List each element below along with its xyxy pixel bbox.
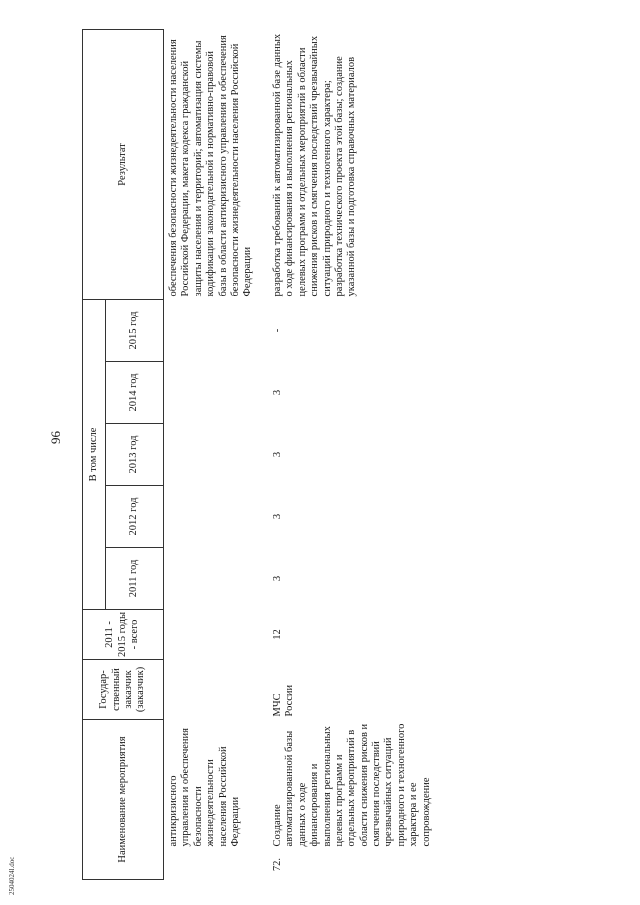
row-year-2013 [164, 423, 265, 485]
row-customer: МЧС России [272, 684, 296, 717]
measures-table [82, 29, 437, 880]
row-year-2014 [164, 361, 265, 423]
header-result: Результат [83, 29, 164, 299]
row-number [164, 850, 265, 880]
page-number: 96 [48, 431, 63, 444]
table-row [264, 29, 437, 879]
row-year-2012: 3 [272, 513, 283, 520]
row-number: 72. [272, 857, 283, 872]
row-total [164, 609, 265, 659]
footer-document-code: 2504024l.doc [8, 856, 16, 895]
row-year-2015 [164, 299, 265, 361]
row-year-2015: - [272, 328, 283, 333]
row-result: обеспечения безопасности жизнедеятельности населения Российской Федерации, макета кодекса гражданской защиты населения и территорий; автоматизация системы кодификации законодательной и нормативно-правовой базы в области антикризисного управления и обеспечения безопасности жизнедеятельности населения Российской Федерации [168, 35, 254, 297]
row-year-2013: 3 [272, 451, 283, 458]
row-result: разработка требований к автоматизированной базе данных о ходе финансирования и выполнения региональных целевых программ и отдельных мероприятий в области снижения рисков и смягчения последствий чрезвычайных ситуаций природного и техногенного характера; разработка технического проекта этой базы; создание указанной базы и подготовка справочных материалов [272, 33, 358, 297]
header-total: 2011 - 2015 годы - всего [83, 609, 164, 659]
row-name: антикризисного управления и обеспечения безопасности жизнедеятельности населения Российской Федерации [168, 728, 241, 847]
table-row [164, 29, 265, 879]
header-year-2011: 2011 год [106, 547, 164, 609]
row-total: 12 [272, 629, 283, 640]
row-year-2011: 3 [272, 575, 283, 582]
header-customer: Государ-ственный заказчик (заказчик) [83, 659, 164, 719]
header-year-2013: 2013 год [106, 423, 164, 485]
row-customer [164, 659, 265, 719]
header-year-2012: 2012 год [106, 485, 164, 547]
row-year-2014: 3 [272, 389, 283, 396]
header-year-2014: 2014 год [106, 361, 164, 423]
header-including: В том числе [83, 299, 106, 609]
header-year-2015: 2015 год [106, 299, 164, 361]
row-year-2011 [164, 547, 265, 609]
header-name: Наименование мероприятия [83, 719, 164, 879]
row-year-2012 [164, 485, 265, 547]
rotated-table-container [82, 30, 432, 880]
row-name: Создание автоматизированной базы данных о ходе финансирования и выполнения региональных целевых программ и отдельных мероприятий в области снижения рисков и смягчения последствий чрезвычайных ситуаций природного и техногенного характера и ее сопровождение [272, 723, 432, 847]
